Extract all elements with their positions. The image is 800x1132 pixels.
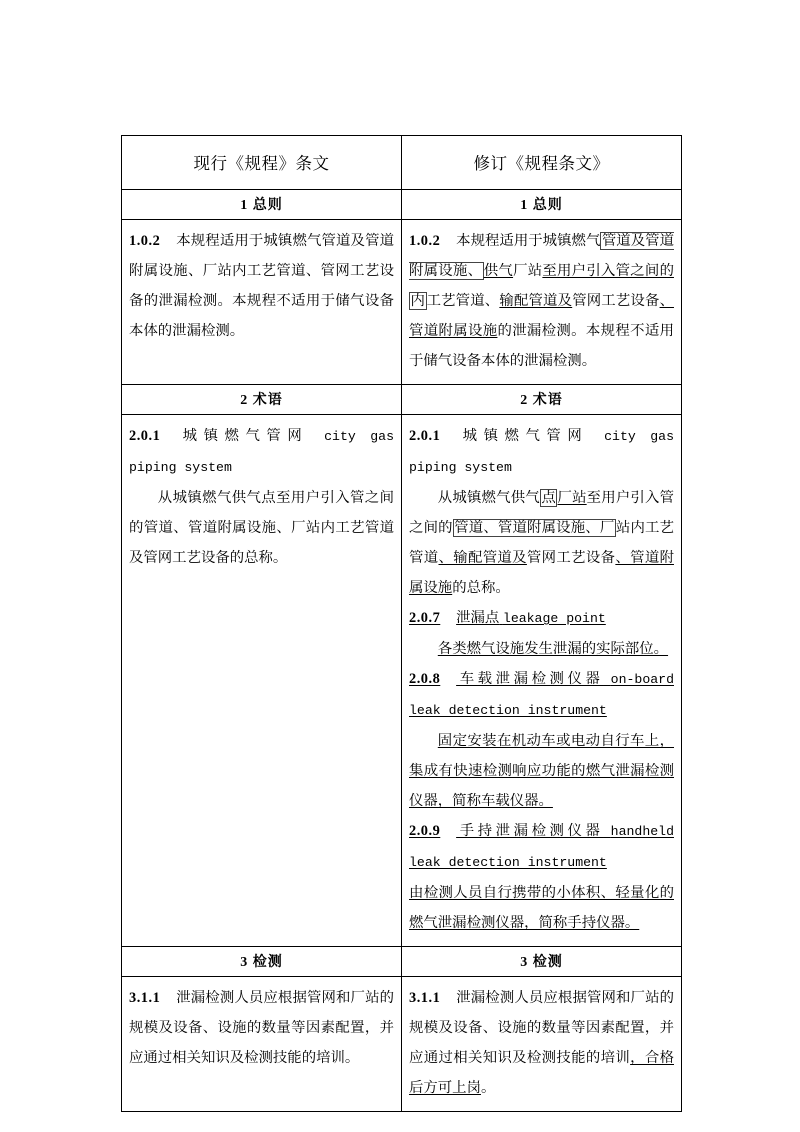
- section-body-row-1: [122, 220, 682, 385]
- term-heading: [129, 421, 394, 483]
- term-zh: 泄漏点: [456, 610, 500, 626]
- section-banner-row-3: [122, 947, 682, 977]
- term-en: leakage point: [502, 611, 606, 626]
- term-zh: 车载泄漏检测仪器: [456, 671, 604, 687]
- new-term-heading-208: [409, 664, 674, 726]
- definition-text-plain: 站内工艺管道: [409, 520, 674, 566]
- clause-text-plain: 泄漏检测人员应根据管网和厂站的规模及设备、设施的数量等因素配置，并应通过相关知识及检测技能的培训: [409, 990, 674, 1066]
- section-body-row-2: [122, 415, 682, 947]
- section-banner-right-3: 3 检测: [402, 947, 682, 977]
- clause-number: 3.1.1: [409, 990, 441, 1006]
- term-zh: 手持泄漏检测仪器: [456, 823, 604, 839]
- clause-number: 1.0.2: [409, 233, 441, 249]
- revision-box-segment: 管道及管: [601, 233, 660, 249]
- section-body-row-3: [122, 977, 682, 1112]
- new-term-definition-209: 由检测人员自行携带的小体积、轻量化的燃气泄漏检测仪器，简称手持仪器。: [409, 885, 674, 931]
- clause-cell-current-102: [122, 220, 402, 385]
- definition-text-plain: 管网工艺设备: [526, 550, 616, 566]
- column-header-current: 现行《规程》条文: [122, 136, 402, 190]
- term-heading: [409, 421, 674, 483]
- clause-paragraph: [409, 983, 674, 1103]
- clause-text-plain: 工艺管道、: [426, 293, 500, 309]
- definition-text-plain: 从城镇燃气供气: [437, 490, 540, 506]
- clause-text-plain: 厂站: [513, 263, 543, 279]
- revision-box-segment: 管道、管道附属设施、厂: [454, 520, 615, 536]
- section-banner-left-1: 1 总则: [122, 190, 402, 220]
- section-banner-right-1: 1 总则: [402, 190, 682, 220]
- revision-box-segment: 内: [410, 293, 426, 309]
- revision-box-segment: 点: [541, 490, 556, 506]
- clause-cell-revised-102: [402, 220, 682, 385]
- section-banner-row-1: [122, 190, 682, 220]
- clause-number: 2.0.9: [409, 823, 441, 839]
- clause-number: 2.0.1: [409, 428, 441, 444]
- revision-box-segment: 道附属设施、: [409, 233, 674, 279]
- revision-insert: ，合格后方可上岗: [409, 1050, 674, 1096]
- section-banner-right-2: 2 术语: [402, 385, 682, 415]
- new-term-heading-209: [409, 816, 674, 878]
- clause-number: 2.0.1: [129, 428, 161, 444]
- clause-paragraph: [129, 983, 394, 1073]
- revision-insert: 输配管道及: [499, 293, 573, 309]
- term-zh: 城镇燃气管网: [456, 428, 589, 444]
- clause-text-plain: 。: [480, 1080, 496, 1096]
- new-term-heading-207: [409, 603, 674, 634]
- term-en: on-board leak detection instrument: [409, 672, 674, 718]
- column-header-revised: 修订《规程条文》: [402, 136, 682, 190]
- clause-text-plain: 管网工艺设备: [572, 293, 660, 309]
- term-definition: [409, 483, 674, 603]
- clause-text: 本规程适用于城镇燃气管道及管道附属设施、厂站内工艺管道、管网工艺设备的泄漏检测。本规程不适用于储气设备本体的泄漏检测。: [129, 233, 394, 339]
- definition-text-plain: 的总称。: [452, 580, 510, 596]
- clause-text: 泄漏检测人员应根据管网和厂站的规模及设备、设施的数量等因素配置，并应通过相关知识及检测技能的培训。: [129, 990, 394, 1066]
- clause-text-plain: 本规程适用于城镇燃气: [456, 233, 601, 249]
- clause-cell-revised-311: [402, 977, 682, 1112]
- clause-cell-current-311: [122, 977, 402, 1112]
- new-term-definition-208: 固定安装在机动车或电动自行车上，集成有快速检测响应功能的燃气泄漏检测仪器，简称车载仪器。: [409, 733, 674, 809]
- revision-insert: 、输配管道及: [438, 550, 527, 566]
- term-en: city gas piping system: [409, 429, 674, 475]
- revision-insert: 供气: [483, 263, 514, 279]
- revision-insert: 、管道附属设施: [409, 293, 674, 339]
- section-banner-left-2: 2 术语: [122, 385, 402, 415]
- clause-number: 2.0.8: [409, 671, 441, 687]
- section-banner-row-2: [122, 385, 682, 415]
- clause-paragraph: [129, 226, 394, 346]
- term-en: handheld leak detection instrument: [409, 824, 674, 870]
- clause-comparison-table: [121, 135, 682, 1112]
- clause-number: 1.0.2: [129, 233, 161, 249]
- term-cell-revised-201: [402, 415, 682, 947]
- clause-paragraph: [409, 226, 674, 376]
- definition-text-plain: 至用户引入管之间的: [409, 490, 674, 536]
- new-term-definition-207: 各类燃气设施发生泄漏的实际部位。: [437, 641, 669, 657]
- revision-insert: 至用户引入管之间的: [542, 263, 674, 279]
- clause-number: 3.1.1: [129, 990, 161, 1006]
- table-header-row: [122, 136, 682, 190]
- section-banner-left-3: 3 检测: [122, 947, 402, 977]
- term-definition: 从城镇燃气供气点至用户引入管之间的管道、管道附属设施、厂站内工艺管道及管网工艺设备的总称。: [129, 490, 394, 566]
- clause-number: 2.0.7: [409, 610, 441, 626]
- clause-text-plain: 的泄漏检测。本规程不适用于储气设备本体的泄漏检测。: [409, 323, 674, 369]
- term-zh: 城镇燃气管网: [176, 428, 309, 444]
- term-cell-current-201: [122, 415, 402, 947]
- revision-insert: 、管道附属设施: [409, 550, 674, 596]
- revision-insert: 厂站: [557, 490, 587, 506]
- term-en: city gas piping system: [129, 429, 394, 475]
